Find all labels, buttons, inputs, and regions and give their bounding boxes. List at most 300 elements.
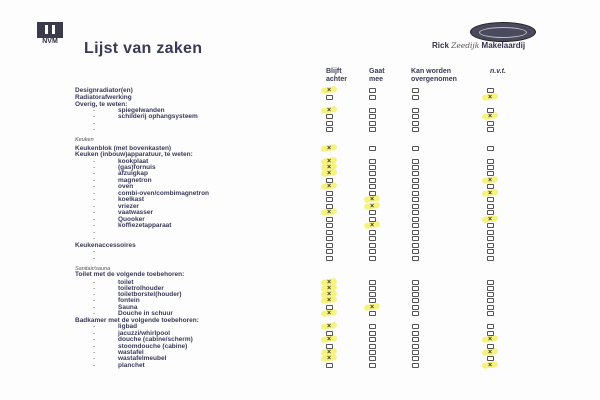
column-header-gaat-mee (369, 68, 385, 84)
checkbox-nvt[interactable] (486, 203, 494, 210)
bullet-dash: - (93, 304, 96, 311)
brand-prefix: Rick (432, 41, 449, 50)
bullet-dash: - (93, 120, 96, 127)
checkbox-gaat[interactable] (368, 242, 376, 249)
item-label: planchet (118, 362, 145, 369)
checkbox-kan[interactable] (411, 235, 419, 242)
checkbox-gaat[interactable] (368, 349, 376, 356)
checkbox-kan[interactable] (411, 291, 419, 298)
checkbox-nvt[interactable] (486, 362, 494, 369)
empty-checkbox-icon (412, 197, 419, 202)
checked-x-icon: × (326, 170, 332, 177)
empty-checkbox-icon (412, 298, 419, 303)
checkbox-blijft[interactable] (325, 323, 333, 330)
checkbox-gaat[interactable] (368, 355, 376, 362)
checkbox-kan[interactable] (411, 177, 419, 184)
checkbox-kan[interactable] (411, 222, 419, 229)
checked-x-icon: × (326, 164, 332, 171)
empty-checkbox-icon (369, 298, 376, 303)
checkbox-gaat[interactable] (368, 120, 376, 127)
checkbox-kan[interactable] (411, 87, 419, 94)
empty-checkbox-icon (369, 236, 376, 241)
empty-checkbox-icon (487, 356, 494, 361)
empty-checkbox-icon (369, 337, 376, 342)
checkbox-nvt[interactable] (486, 183, 494, 190)
checkbox-kan[interactable] (411, 145, 419, 152)
empty-checkbox-icon (369, 344, 376, 349)
checkbox-nvt[interactable] (486, 279, 494, 286)
column-header-line2: mee (369, 76, 384, 83)
list-item (0, 222, 600, 229)
list-item (0, 362, 600, 369)
checked-x-icon: × (326, 336, 332, 343)
checkbox-kan[interactable] (411, 343, 419, 350)
checkbox-gaat[interactable] (368, 94, 376, 101)
column-header-line1: Blijft (326, 68, 342, 75)
checkbox-gaat[interactable] (368, 222, 376, 229)
item-label: oven (118, 183, 134, 190)
empty-checkbox-icon (369, 311, 376, 316)
checkbox-gaat[interactable] (368, 255, 376, 262)
empty-checkbox-icon (412, 95, 419, 100)
bullet-dash: - (93, 158, 96, 165)
section-heading: Sanitair/sauna (75, 266, 111, 272)
empty-checkbox-icon (487, 210, 494, 215)
checkbox-kan[interactable] (411, 248, 419, 255)
checkbox-kan[interactable] (411, 170, 419, 177)
checkbox-gaat[interactable] (368, 126, 376, 133)
checkbox-gaat[interactable] (368, 107, 376, 114)
checkbox-gaat[interactable] (368, 343, 376, 350)
checked-x-icon: × (369, 196, 375, 203)
checkbox-nvt[interactable] (486, 196, 494, 203)
list-item (0, 297, 600, 304)
checked-x-icon: × (326, 285, 332, 292)
checkbox-nvt[interactable] (486, 304, 494, 311)
bullet-dash: - (93, 107, 96, 114)
checked-x-icon: × (326, 291, 332, 298)
empty-checkbox-icon (369, 350, 376, 355)
checkbox-nvt[interactable] (486, 285, 494, 292)
item-label: Douche in schuur (118, 310, 173, 317)
checkbox-gaat[interactable] (368, 170, 376, 177)
bullet-dash: - (93, 343, 96, 350)
list-item (0, 255, 600, 262)
checkbox-gaat[interactable] (368, 323, 376, 330)
checked-x-icon: × (487, 349, 493, 356)
empty-checkbox-icon (369, 280, 376, 285)
checked-x-icon: × (326, 297, 332, 304)
checkbox-gaat[interactable] (368, 145, 376, 152)
item-label: Badkamer met de volgende toebehoren: (75, 317, 199, 324)
list-item (0, 235, 600, 242)
checkbox-nvt[interactable] (486, 291, 494, 298)
checkbox-gaat[interactable] (368, 158, 376, 165)
checkbox-kan[interactable] (411, 94, 419, 101)
empty-checkbox-icon (412, 356, 419, 361)
checkbox-kan[interactable] (411, 203, 419, 210)
checked-x-icon: × (326, 209, 332, 216)
column-header-line2: overgenomen (411, 76, 457, 83)
empty-checkbox-icon (412, 191, 419, 196)
checkbox-kan[interactable] (411, 196, 419, 203)
checkbox-kan[interactable] (411, 349, 419, 356)
list-item (0, 336, 600, 343)
checkbox-blijft[interactable] (325, 222, 333, 229)
empty-checkbox-icon (487, 280, 494, 285)
checked-x-icon: × (326, 145, 332, 152)
list-item (0, 248, 600, 255)
bullet-dash: - (93, 279, 96, 286)
empty-checkbox-icon (369, 184, 376, 189)
bullet-dash: - (93, 183, 96, 190)
empty-checkbox-icon (412, 230, 419, 235)
empty-checkbox-icon (369, 178, 376, 183)
checkbox-blijft[interactable] (325, 255, 333, 262)
checkbox-blijft[interactable] (325, 248, 333, 255)
bullet-dash: - (93, 216, 96, 223)
empty-checkbox-icon (326, 197, 333, 202)
empty-checkbox-icon (369, 159, 376, 164)
checkbox-gaat[interactable] (368, 177, 376, 184)
checkbox-nvt[interactable] (486, 310, 494, 317)
checkbox-blijft[interactable] (325, 87, 333, 94)
page-title: Lijst van zaken (84, 40, 203, 57)
empty-checkbox-icon (487, 249, 494, 254)
checkbox-kan[interactable] (411, 126, 419, 133)
empty-checkbox-icon (369, 286, 376, 291)
checkbox-gaat[interactable] (368, 209, 376, 216)
bullet-dash: - (93, 235, 96, 242)
checkbox-gaat[interactable] (368, 235, 376, 242)
bullet-dash: - (93, 177, 96, 184)
empty-checkbox-icon (412, 178, 419, 183)
item-label: toiletrolhouder (118, 285, 164, 292)
item-label: koelkast (118, 196, 145, 203)
bullet-dash: - (93, 297, 96, 304)
checked-x-icon: × (326, 183, 332, 190)
checkbox-kan[interactable] (411, 304, 419, 311)
item-label: Designradiator(en) (75, 87, 133, 94)
checkbox-blijft[interactable] (325, 183, 333, 190)
empty-checkbox-icon (487, 230, 494, 235)
checkbox-nvt[interactable] (486, 235, 494, 242)
empty-checkbox-icon (487, 286, 494, 291)
item-label: magnetron (118, 177, 152, 184)
checkbox-kan[interactable] (411, 355, 419, 362)
empty-checkbox-icon (326, 191, 333, 196)
empty-checkbox-icon (369, 165, 376, 170)
checkbox-kan[interactable] (411, 242, 419, 249)
checkbox-kan[interactable] (411, 183, 419, 190)
bullet-dash: - (93, 229, 96, 236)
checkbox-kan[interactable] (411, 285, 419, 292)
checked-x-icon: × (487, 177, 493, 184)
checkbox-nvt[interactable] (486, 120, 494, 127)
item-label: toiletborstel(houder) (118, 291, 182, 298)
list-item (0, 126, 600, 133)
checkbox-gaat[interactable] (368, 229, 376, 236)
empty-checkbox-icon (369, 88, 376, 93)
empty-checkbox-icon (412, 159, 419, 164)
item-label: afzuigkap (118, 170, 148, 177)
empty-checkbox-icon (412, 236, 419, 241)
checked-x-icon: × (326, 87, 332, 94)
item-label: vaatwasser (118, 209, 154, 216)
empty-checkbox-icon (369, 210, 376, 215)
checkbox-gaat[interactable] (368, 164, 376, 171)
empty-checkbox-icon (326, 249, 333, 254)
column-header-line2: achter (326, 76, 348, 83)
checkbox-kan[interactable] (411, 297, 419, 304)
checkbox-kan[interactable] (411, 229, 419, 236)
empty-checkbox-icon (487, 197, 494, 202)
empty-checkbox-icon (326, 363, 333, 368)
empty-checkbox-icon (412, 292, 419, 297)
checked-x-icon: × (487, 362, 493, 369)
bullet-dash: - (93, 336, 96, 343)
checkbox-blijft[interactable] (325, 126, 333, 133)
empty-checkbox-icon (369, 363, 376, 368)
empty-checkbox-icon (326, 223, 333, 228)
checkbox-kan[interactable] (411, 113, 419, 120)
item-label: Quooker (118, 216, 145, 223)
item-label: fontein (118, 297, 140, 304)
bullet-dash: - (93, 323, 96, 330)
column-header-blijft-achter (326, 68, 347, 84)
checkbox-nvt[interactable] (486, 222, 494, 229)
empty-checkbox-icon (487, 204, 494, 209)
empty-checkbox-icon (487, 256, 494, 261)
checkbox-gaat[interactable] (368, 183, 376, 190)
checkbox-gaat[interactable] (368, 330, 376, 337)
empty-checkbox-icon (412, 305, 419, 310)
checkbox-kan[interactable] (411, 336, 419, 343)
item-label: toilet (118, 279, 134, 286)
checkbox-blijft[interactable] (325, 242, 333, 249)
checked-x-icon: × (369, 203, 375, 210)
bullet-dash: - (93, 285, 96, 292)
bullet-dash: - (93, 291, 96, 298)
empty-checkbox-icon (326, 243, 333, 248)
empty-checkbox-icon (412, 204, 419, 209)
item-label: kookplaat (118, 158, 149, 165)
bullet-dash: - (93, 330, 96, 337)
empty-checkbox-icon (487, 127, 494, 132)
checkbox-blijft[interactable] (325, 113, 333, 120)
checkbox-nvt[interactable] (486, 94, 494, 101)
nvm-logo-text: NVM (42, 38, 58, 45)
item-label: vriezer (118, 203, 139, 210)
list-item (0, 113, 600, 120)
checkbox-gaat[interactable] (368, 336, 376, 343)
empty-checkbox-icon (412, 210, 419, 215)
brand-italic: Zeedijk (451, 41, 480, 50)
checkbox-gaat[interactable] (368, 285, 376, 292)
empty-checkbox-icon (326, 121, 333, 126)
checkbox-kan[interactable] (411, 164, 419, 171)
list-item (0, 323, 600, 330)
empty-checkbox-icon (326, 217, 333, 222)
checkbox-blijft[interactable] (325, 355, 333, 362)
checkbox-nvt[interactable] (486, 336, 494, 343)
empty-checkbox-icon (326, 127, 333, 132)
checkbox-blijft[interactable] (325, 336, 333, 343)
checkbox-kan[interactable] (411, 107, 419, 114)
item-label: Radiatorafwerking (75, 94, 132, 101)
checkbox-nvt[interactable] (486, 255, 494, 262)
bullet-dash: - (93, 196, 96, 203)
empty-checkbox-icon (369, 292, 376, 297)
checkbox-blijft[interactable] (325, 190, 333, 197)
checkbox-nvt[interactable] (486, 164, 494, 171)
checkbox-gaat[interactable] (368, 291, 376, 298)
empty-checkbox-icon (412, 337, 419, 342)
empty-checkbox-icon (412, 311, 419, 316)
checkbox-kan[interactable] (411, 255, 419, 262)
bullet-dash: - (93, 310, 96, 317)
empty-checkbox-icon (326, 114, 333, 119)
checkbox-kan[interactable] (411, 323, 419, 330)
checkbox-blijft[interactable] (325, 170, 333, 177)
item-label: (gas)fornuis (118, 164, 156, 171)
empty-checkbox-icon (412, 165, 419, 170)
bullet-dash: - (93, 355, 96, 362)
checkbox-nvt[interactable] (486, 209, 494, 216)
empty-checkbox-icon (487, 121, 494, 126)
checkbox-blijft[interactable] (325, 310, 333, 317)
empty-checkbox-icon (412, 363, 419, 368)
checkbox-kan[interactable] (411, 362, 419, 369)
checked-x-icon: × (326, 355, 332, 362)
checkbox-nvt[interactable] (486, 248, 494, 255)
empty-checkbox-icon (369, 171, 376, 176)
section-heading-row (0, 137, 600, 144)
empty-checkbox-icon (487, 311, 494, 316)
item-label: stoomdouche (cabine) (118, 343, 188, 350)
checkbox-blijft[interactable] (325, 362, 333, 369)
column-header-line2: n.v.t. (490, 68, 506, 75)
empty-checkbox-icon (412, 108, 419, 113)
item-label: Keukenblok (met bovenkasten) (75, 145, 172, 152)
checkbox-nvt[interactable] (486, 113, 494, 120)
empty-checkbox-icon (412, 88, 419, 93)
checkbox-nvt[interactable] (486, 323, 494, 330)
checked-x-icon: × (487, 216, 493, 223)
empty-checkbox-icon (369, 146, 376, 151)
bullet-dash: - (93, 190, 96, 197)
item-label: wastafelmeubel (118, 355, 167, 362)
bullet-dash: - (93, 113, 96, 120)
empty-checkbox-icon (487, 159, 494, 164)
checkbox-blijft[interactable] (325, 120, 333, 127)
column-header-kan-worden-overgenomen (411, 68, 457, 84)
checkbox-gaat[interactable] (368, 113, 376, 120)
item-label: Toilet met de volgende toebehoren: (75, 271, 185, 278)
checkbox-gaat[interactable] (368, 279, 376, 286)
checkbox-nvt[interactable] (486, 158, 494, 165)
checkbox-nvt[interactable] (486, 87, 494, 94)
checkbox-blijft[interactable] (325, 297, 333, 304)
checkbox-blijft[interactable] (325, 235, 333, 242)
checkbox-blijft[interactable] (325, 216, 333, 223)
checkbox-gaat[interactable] (368, 362, 376, 369)
checked-x-icon: × (369, 304, 375, 311)
empty-checkbox-icon (369, 243, 376, 248)
empty-checkbox-icon (412, 243, 419, 248)
empty-checkbox-icon (412, 217, 419, 222)
empty-checkbox-icon (326, 256, 333, 261)
checkbox-gaat[interactable] (368, 248, 376, 255)
empty-checkbox-icon (412, 280, 419, 285)
nvm-house-icon (37, 22, 63, 38)
list-item (0, 355, 600, 362)
brand-suffix: Makelaardij (481, 41, 526, 50)
checked-x-icon: × (326, 158, 332, 165)
checkbox-nvt[interactable] (486, 145, 494, 152)
checkbox-kan[interactable] (411, 120, 419, 127)
list-item (0, 94, 600, 101)
empty-checkbox-icon (412, 286, 419, 291)
checkbox-kan[interactable] (411, 158, 419, 165)
list-item (0, 310, 600, 317)
checkbox-kan[interactable] (411, 279, 419, 286)
empty-checkbox-icon (487, 305, 494, 310)
checkbox-blijft[interactable] (325, 94, 333, 101)
checkbox-gaat[interactable] (368, 297, 376, 304)
empty-checkbox-icon (369, 121, 376, 126)
empty-checkbox-icon (369, 331, 376, 336)
item-label: koffiezetapparaat (118, 222, 172, 229)
checkbox-nvt[interactable] (486, 170, 494, 177)
checkbox-kan[interactable] (411, 310, 419, 317)
checkbox-blijft[interactable] (325, 209, 333, 216)
item-label: Overig, te weten: (75, 101, 128, 108)
column-header-line1: Kan worden (411, 68, 452, 75)
checkbox-nvt[interactable] (486, 126, 494, 133)
checkbox-nvt[interactable] (486, 242, 494, 249)
checkbox-nvt[interactable] (486, 297, 494, 304)
checkbox-kan[interactable] (411, 330, 419, 337)
empty-checkbox-icon (412, 171, 419, 176)
empty-checkbox-icon (369, 356, 376, 361)
item-label: Sauna (118, 304, 138, 311)
empty-checkbox-icon (326, 95, 333, 100)
checkbox-kan[interactable] (411, 209, 419, 216)
checkbox-blijft[interactable] (325, 229, 333, 236)
checked-x-icon: × (487, 113, 493, 120)
empty-checkbox-icon (487, 146, 494, 151)
checkbox-gaat[interactable] (368, 310, 376, 317)
checkbox-blijft[interactable] (325, 196, 333, 203)
empty-checkbox-icon (412, 184, 419, 189)
checkbox-kan[interactable] (411, 216, 419, 223)
empty-checkbox-icon (369, 249, 376, 254)
brand-name (432, 41, 525, 50)
checkbox-kan[interactable] (411, 190, 419, 197)
empty-checkbox-icon (487, 324, 494, 329)
checked-x-icon: × (487, 336, 493, 343)
bullet-dash: - (93, 209, 96, 216)
bullet-dash: - (93, 222, 96, 229)
empty-checkbox-icon (369, 230, 376, 235)
checkbox-nvt[interactable] (486, 355, 494, 362)
checkbox-nvt[interactable] (486, 229, 494, 236)
list-item (0, 271, 600, 278)
empty-checkbox-icon (412, 223, 419, 228)
empty-checkbox-icon (369, 95, 376, 100)
checkbox-gaat[interactable] (368, 87, 376, 94)
